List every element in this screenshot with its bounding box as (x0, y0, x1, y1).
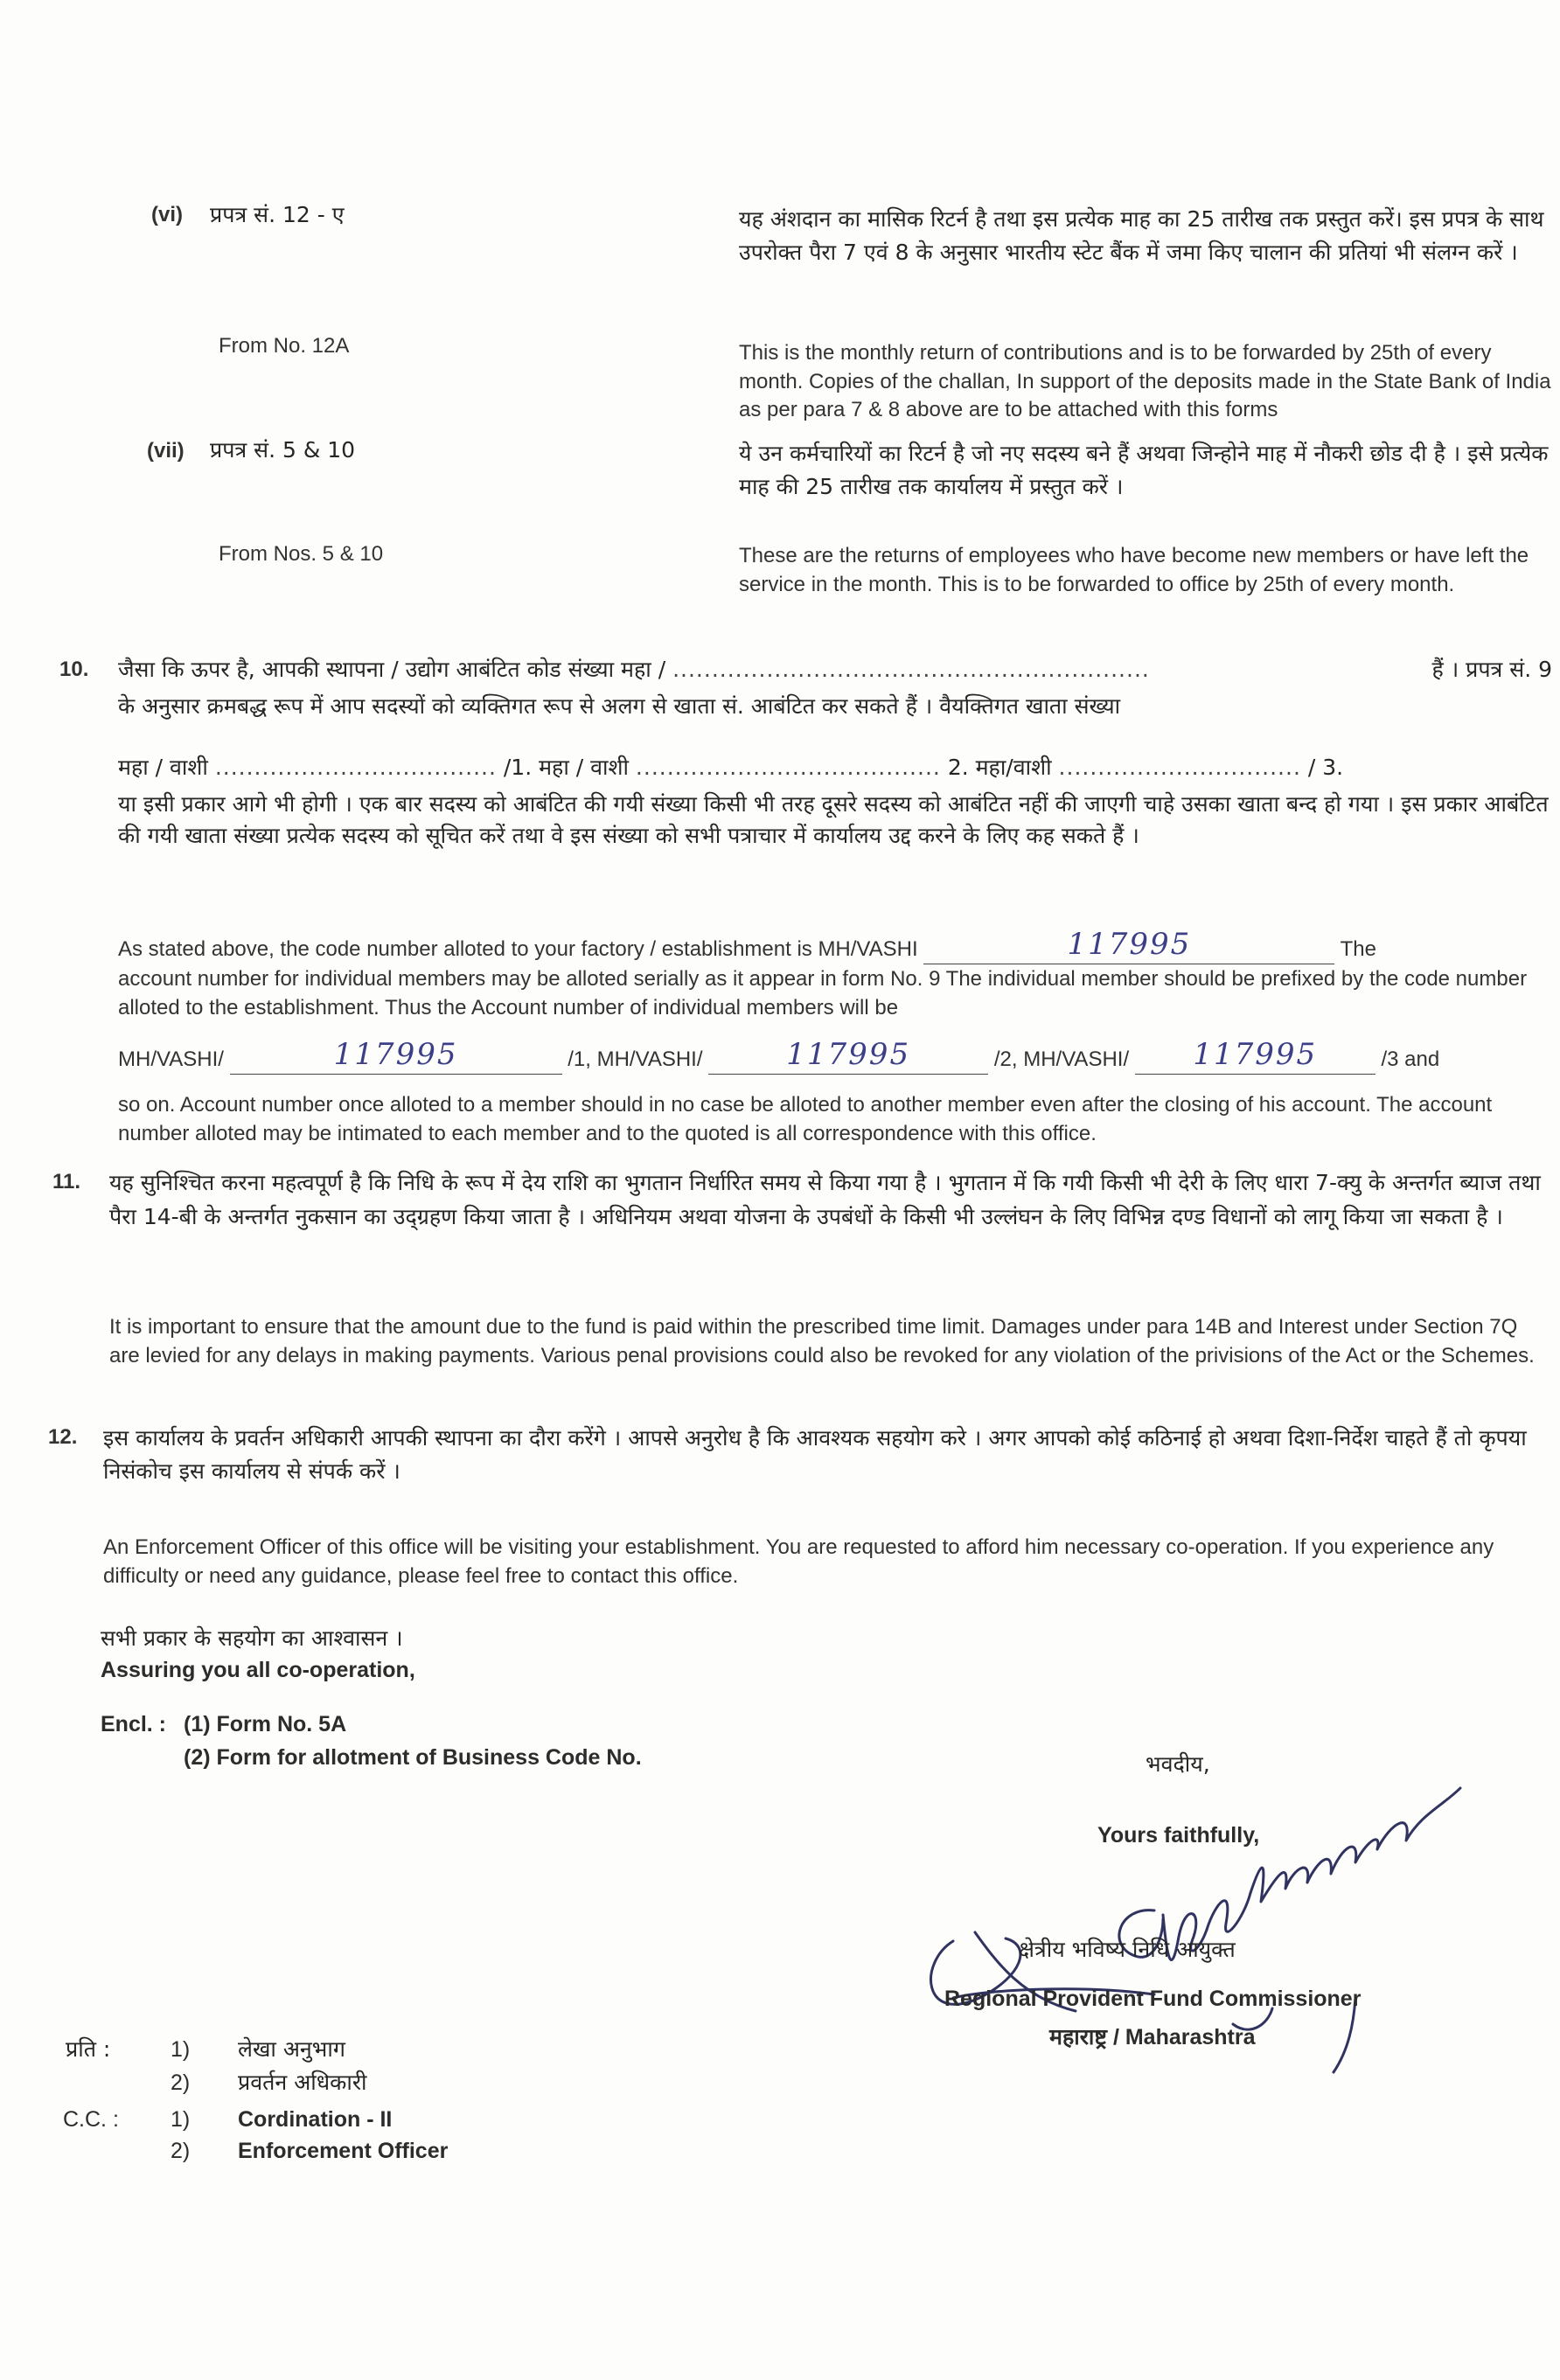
para-10-hindi-line1: जैसा कि ऊपर है, आपकी स्थापना / उद्योग आबंटित कोड संख्या महा / ............................................................. हैं । प्रपत्र सं. 9 (118, 657, 1552, 682)
para-10-english-body: account number for individual members may be alloted serially as it appear in form No. 9 The individual member should be prefixed by the code number alloted to the establishment. Thus the Account number of individual members will be (118, 967, 1528, 1020)
para-11-hindi: यह सुनिश्चित करना महत्वपूर्ण है कि निधि के रूप में देय राशि का भुगतान निर्धारित समय से किया गया है । भुगतान में कि गयी किसी भी देरी के लिए धारा 7-क्यु के अन्तर्गत ब्याज तथा पैरा 14-बी के अन्तर्गत नुकसान का उद्ग्रहण किया जाता है । अधिनियम अथवा योजना के उपबंधों के किसी भी उल्लंघन के लिए विभिन्न दण्ड विधानों को लागू किया जा सकता है । (109, 1170, 1541, 1229)
enclosure-item-2: (2) Form for allotment of Business Code No. (184, 1745, 642, 1770)
para-12-english: An Enforcement Officer of this office will be visiting your establishment. You are requested to afford him necessary co-operation. If you experience any difficulty or need any guidance, please feel free to contact this office. (103, 1535, 1494, 1588)
para-10-english-account-line: MH/VASHI/ 117995 /1, MH/VASHI/ 117995 /2, MH/VASHI/ 117995 /3 and (118, 1046, 1552, 1075)
enclosure-item-1: (1) Form No. 5A (184, 1712, 347, 1736)
para-10-hindi-line3: महा / वाशी .................................... /1. महा / वाशी ....................................... 2. महा/वाशी ............................... / 3. (118, 755, 1344, 780)
copies-hindi-item-2-number: 2) (171, 2070, 191, 2095)
signature-hindi-closing: भवदीय, (1146, 1751, 1210, 1777)
para-10-hindi-line2: के अनुसार क्रमबद्ध रूप में आप सदस्यों को व्यक्तिगत रूप से अलग से खाता सं. आबंटित कर सकते हैं । वैयक्तिगत खाता संख्या (118, 693, 1121, 719)
para-11-number: 11. (52, 1170, 81, 1193)
para-10-number: 10. (59, 658, 89, 681)
copies-english-item-2: Enforcement Officer (238, 2139, 449, 2163)
closing-hindi: सभी प्रकार के सहयोग का आश्वासन । (101, 1625, 403, 1651)
copies-english-item-1: Cordination - II (238, 2107, 393, 2132)
form-vi-english-desc: This is the monthly return of contributions and is to be forwarded by 25th of every month. Copies of the challan, In support of the deposits made in the State Bank of India as per para 7 & 8 above are to be attached with this forms (739, 341, 1551, 422)
signature-english-closing: Yours faithfully, (1097, 1823, 1260, 1848)
copies-hindi-item-1: लेखा अनुभाग (238, 2036, 345, 2062)
para-10-hindi-body: या इसी प्रकार आगे भी होगी । एक बार सदस्य को आबंटित की गयी संख्या किसी भी तरह दूसरे सदस्य को आबंटित नहीं की जाएगी चाहे उसका खाता बन्द हो गया । इस प्रकार आबंटित की गयी खाता संख्या प्रत्येक सदस्य को सूचित करें तथा वे इस संख्या को सभी पत्राचार में कार्यालय उद्द करने के लिए कह सकते हैं । (118, 791, 1549, 849)
form-vii-hindi-name: प्रपत्र सं. 5 & 10 (210, 437, 356, 463)
copies-english-item-1-number: 1) (171, 2107, 191, 2132)
account-field-2: 117995 (708, 1051, 988, 1075)
para-12-number: 12. (48, 1425, 78, 1449)
form-vii-index: (vii) (147, 439, 185, 463)
para-11-english: It is important to ensure that the amount due to the fund is paid within the prescribed time limit. Damages under para 14B and Interest under Section 7Q are levied for any delays in making payments. Various penal provisions could also be revoked for any violation of the privisions of the Act or the Schemes. (109, 1315, 1535, 1367)
form-vi-english-name: From No. 12A (219, 334, 350, 358)
para-12-hindi: इस कार्यालय के प्रवर्तन अधिकारी आपकी स्थापना का दौरा करेंगे । आपसे अनुरोध है कि आवश्यक सहयोग करे । अगर आपको कोई कठिनाई हो अथवा दिशा-निर्देश चाहते हैं तो कृपया निसंकोच इस कार्यालय से संपर्क करें । (103, 1425, 1527, 1484)
copies-english-label: C.C. : (63, 2107, 119, 2132)
copies-hindi-label: प्रति : (66, 2036, 111, 2062)
form-vi-hindi-desc: यह अंशदान का मासिक रिटर्न है तथा इस प्रत्येक माह का 25 तारीख तक प्रस्तुत करें। इस प्रपत्र के साथ उपरोक्त पैरा 7 एवं 8 के अनुसार भारतीय स्टेट बैंक में जमा किए चालान की प्रतियां भी संलग्न करें । (739, 206, 1544, 265)
para-10-english-line1: As stated above, the code number alloted to your factory / establishment is MH/VASHI 117995 The (118, 936, 1552, 964)
para-10-english-closing: so on. Account number once alloted to a member should in no case be alloted to another member even after the closing of his account. The account number alloted may be intimated to each member and to the quoted is all correspondence with this office. (118, 1093, 1493, 1145)
closing-english: Assuring you all co-operation, (101, 1658, 415, 1682)
copies-hindi-item-2: प्रवर्तन अधिकारी (238, 2070, 367, 2095)
form-vi-index: (vi) (151, 203, 183, 226)
form-vi-hindi-name: प्रपत्र सं. 12 - ए (210, 202, 345, 227)
signature-hindi-title: क्षेत्रीय भविष्य निधि आयुक्त (1019, 1937, 1236, 1962)
account-field-1: 117995 (230, 1051, 562, 1075)
account-field-3: 117995 (1135, 1051, 1375, 1075)
signature-place: महाराष्ट्र / Maharashtra (1049, 2025, 1256, 2049)
form-vii-english-name: From Nos. 5 & 10 (219, 542, 384, 566)
code-number-field: 117995 (923, 941, 1334, 964)
form-vii-hindi-desc: ये उन कर्मचारियों का रिटर्न है जो नए सदस्य बने हैं अथवा जिन्होने माह में नौकरी छोड दी है । इसे प्रत्येक माह की 25 तारीख तक कार्यालय में प्रस्तुत करें । (739, 441, 1549, 499)
enclosures-label: Encl. : (101, 1712, 167, 1736)
copies-english-item-2-number: 2) (171, 2139, 191, 2163)
copies-hindi-item-1-number: 1) (171, 2037, 191, 2062)
form-vii-english-desc: These are the returns of employees who have become new members or have left the service in the month. This is to be forwarded to office by 25th of every month. (739, 544, 1529, 596)
signature-english-title: Regional Provident Fund Commissioner (944, 1987, 1362, 2011)
